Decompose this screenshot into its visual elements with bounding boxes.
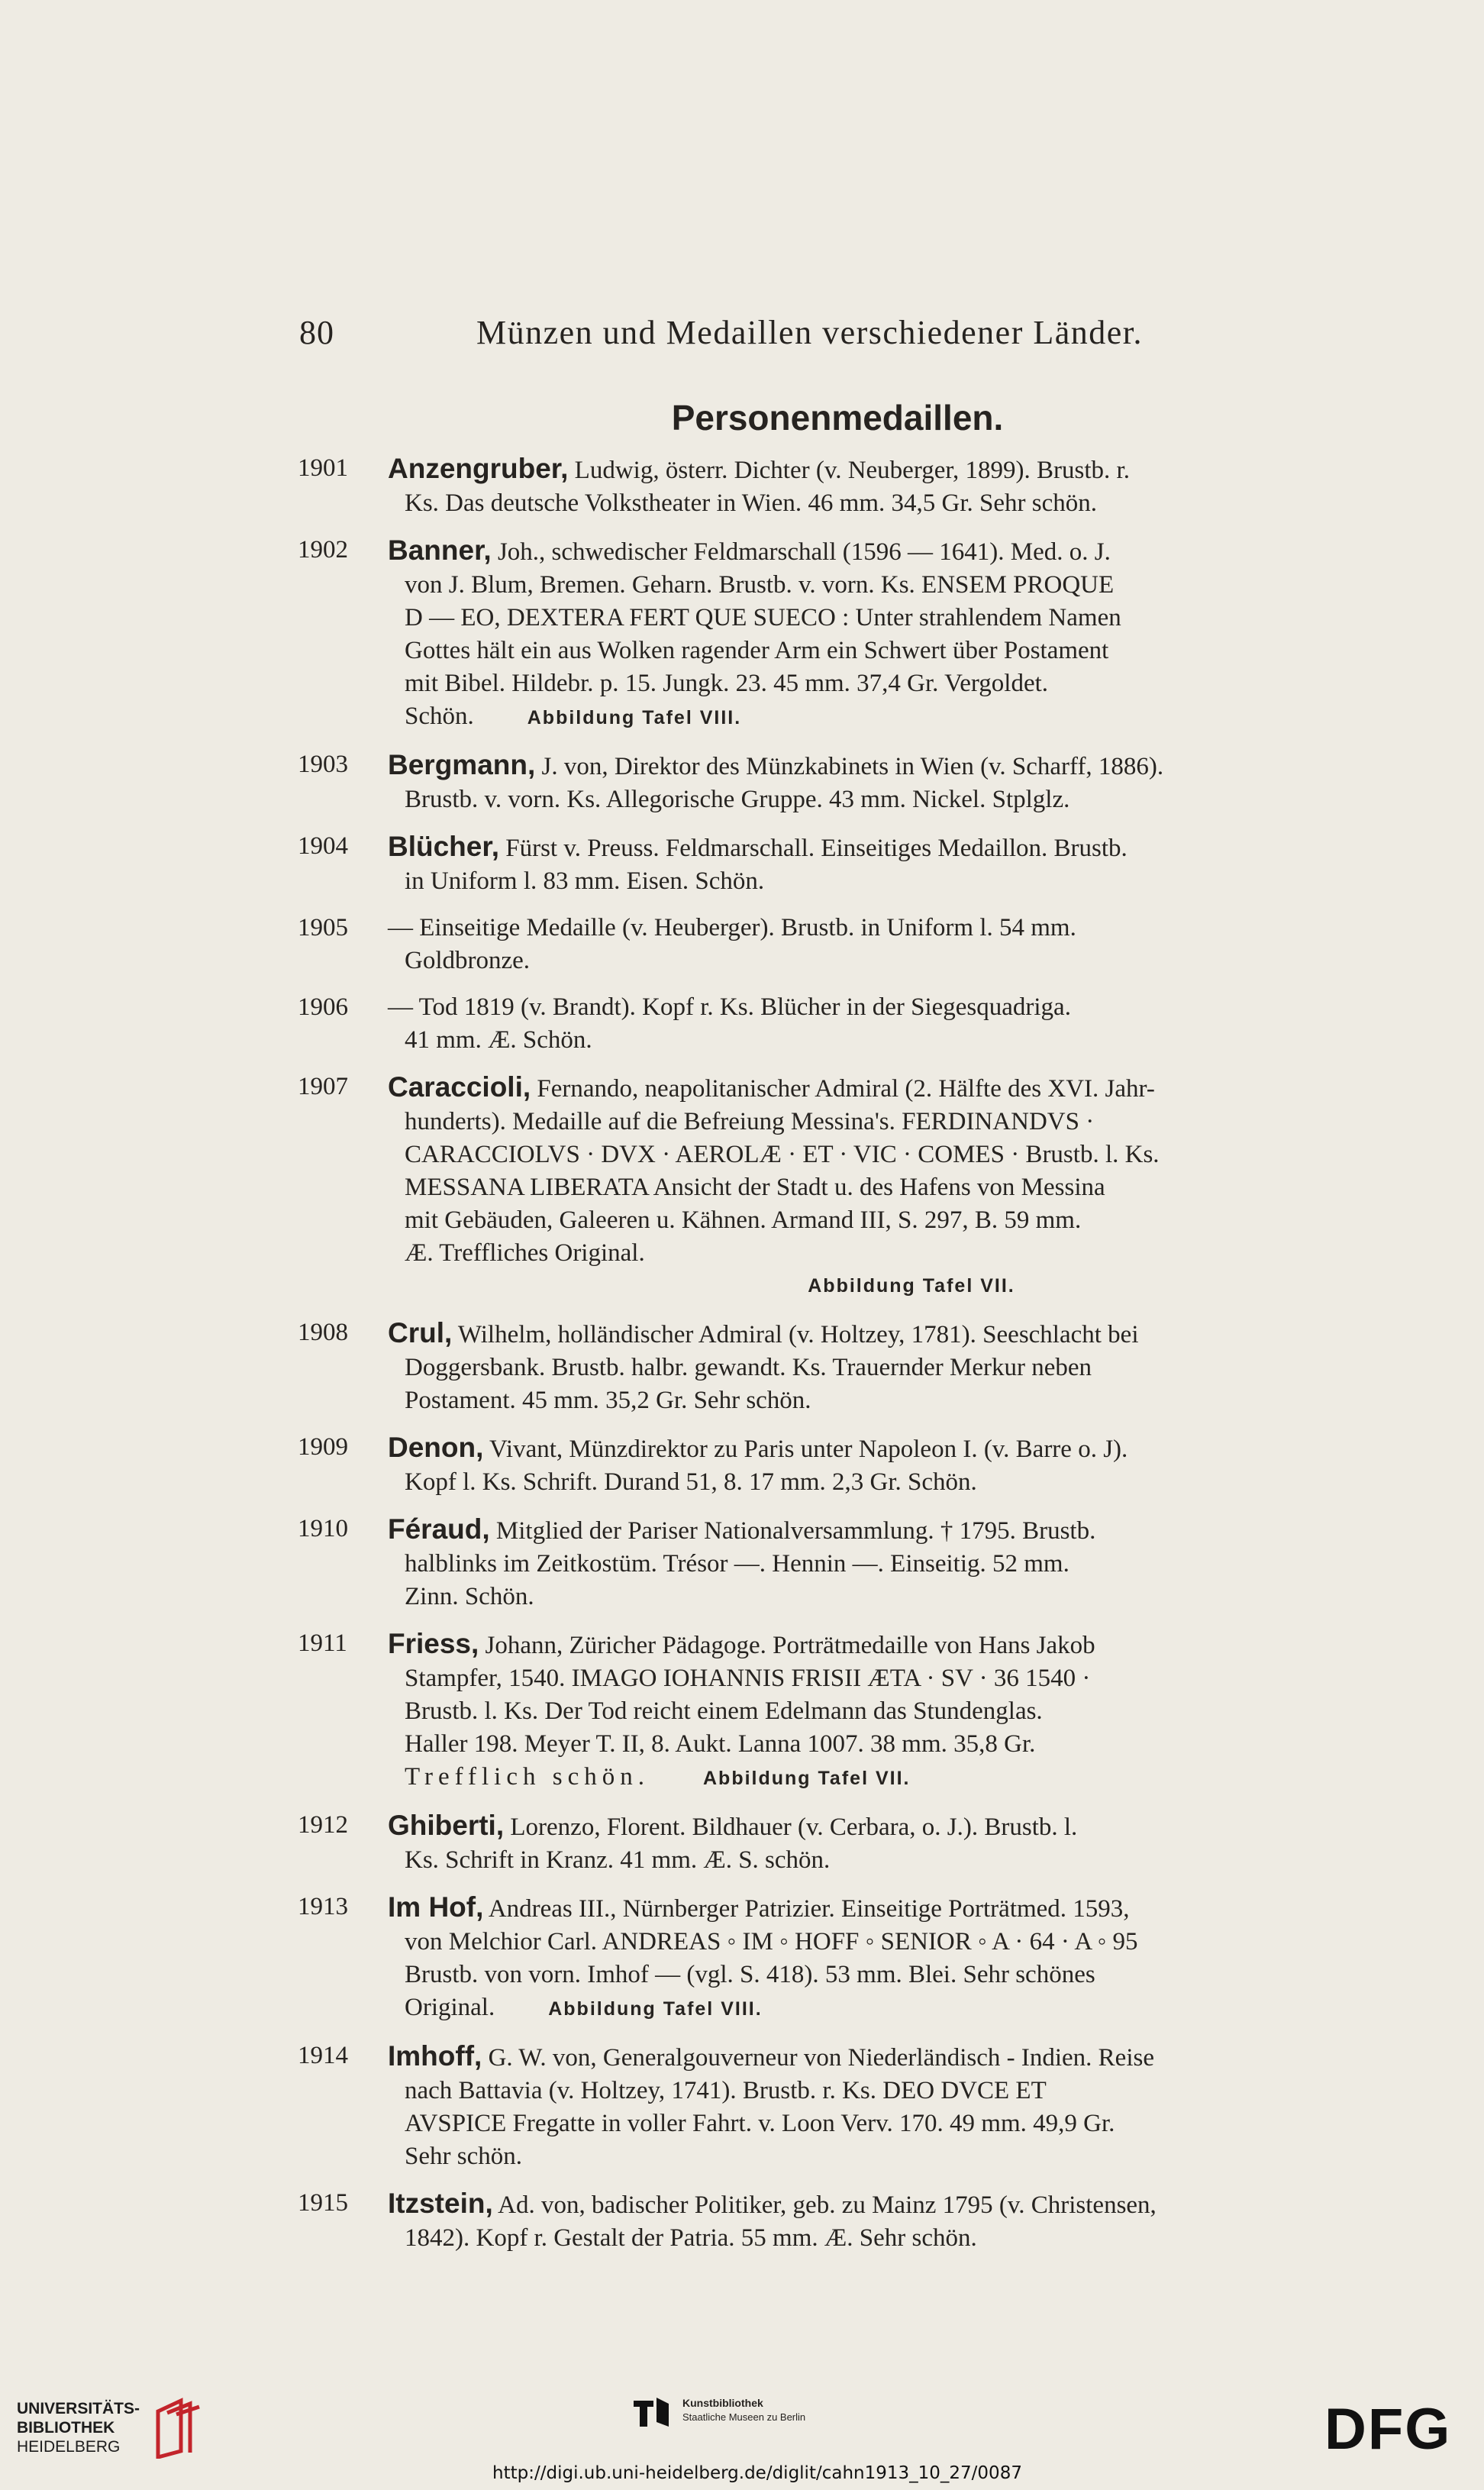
entry-line: [388, 1106, 1382, 1138]
entry-line-text: CARACCIOLVS · DVX · AEROLÆ · ET · VIC · COMES · Brustb. l. Ks.: [405, 1141, 1160, 1168]
entry-line-text: — Tod 1819 (v. Brandt). Kopf r. Ks. Blücher in der Siegesquadriga.: [388, 993, 1071, 1021]
entry-line-text: Postament. 45 mm. 35,2 Gr. Sehr schön.: [405, 1387, 811, 1414]
plate-reference: Abbildung Tafel VIII.: [527, 707, 742, 728]
entry-line-text: 1842). Kopf r. Gestalt der Patria. 55 mm. Æ. Sehr schön.: [405, 2224, 977, 2252]
catalog-entry: [298, 2039, 1382, 2173]
section-heading: Personenmedaillen.: [671, 398, 1004, 438]
entry-line: [388, 2187, 1382, 2222]
entry-line: [388, 2140, 1382, 2173]
entry-text: [388, 830, 1382, 898]
catalog-entry: [298, 1513, 1382, 1613]
entry-line-text: Æ. Treffliches Original.: [405, 1239, 645, 1267]
catalog-entry: [298, 1891, 1382, 2026]
entry-line-text: von J. Blum, Bremen. Geharn. Brustb. v. vorn. Ks. ENSEM PROQUE: [405, 571, 1115, 599]
entry-line-text: Trefflich schön.: [405, 1763, 650, 1791]
entry-line: [388, 635, 1382, 667]
entry-text: [388, 1891, 1382, 2026]
entry-line: [388, 1761, 1382, 1795]
entry-line-text: Sehr schön.: [405, 2143, 522, 2170]
catalog-entries: [298, 452, 1382, 2269]
plate-reference: Abbildung Tafel VIII.: [548, 1998, 763, 2020]
person-name: Blücher,: [388, 831, 499, 862]
entry-line-text: D — EO, DEXTERA FERT QUE SUECO : Unter strahlendem Namen: [405, 604, 1121, 631]
entry-number: 1904: [298, 832, 348, 860]
entry-number: 1903: [298, 751, 348, 778]
entry-line-text: Gottes hält ein aus Wolken ragender Arm ein Schwert über Postament: [405, 637, 1109, 664]
catalog-entry: [298, 1071, 1382, 1303]
entry-line: [388, 912, 1382, 945]
catalog-entry: [298, 534, 1382, 735]
person-name: Bergmann,: [388, 749, 536, 780]
entry-line-text: Ludwig, österr. Dichter (v. Neuberger, 1899). Brustb. r.: [568, 457, 1130, 484]
entry-number: 1901: [298, 454, 348, 482]
entry-line: [388, 991, 1382, 1024]
entry-text: [388, 912, 1382, 977]
person-name: Im Hof,: [388, 1891, 484, 1923]
kunstbibliothek-logo[interactable]: [631, 2393, 875, 2446]
ub-line3: HEIDELBERG: [17, 2438, 121, 2456]
entry-line-text: J. von, Direktor des Münzkabinets in Wien (v. Scharff, 1886).: [535, 753, 1164, 780]
person-name: Ghiberti,: [388, 1810, 505, 1841]
entry-line: [388, 1728, 1382, 1761]
entry-text: [388, 1513, 1382, 1613]
entry-line: [388, 830, 1382, 865]
entry-text: [388, 534, 1382, 735]
entry-line: [388, 1466, 1382, 1499]
entry-line-text: Joh., schwedischer Feldmarschall (1596 — 1641). Med. o. J.: [491, 538, 1111, 566]
entry-line-text: — Einseitige Medaille (v. Heuberger). Brustb. in Uniform l. 54 mm.: [388, 914, 1076, 941]
kb-line1: Kunstbibliothek: [682, 2397, 763, 2409]
person-name: Caraccioli,: [388, 1071, 531, 1103]
entry-line: [388, 569, 1382, 602]
ub-emblem-icon: [150, 2398, 219, 2459]
catalog-entry: [298, 1316, 1382, 1417]
entry-line-text: Mitglied der Pariser Nationalversammlung. † 1795. Brustb.: [489, 1517, 1096, 1545]
entry-line-text: Brustb. l. Ks. Der Tod reicht einem Edelmann das Stundenglas.: [405, 1697, 1043, 1725]
entry-line: [388, 748, 1382, 783]
page-number: 80: [299, 314, 334, 351]
entry-line-text: Kopf l. Ks. Schrift. Durand 51, 8. 17 mm. 2,3 Gr. Schön.: [405, 1468, 977, 1496]
entry-line-text: mit Bibel. Hildebr. p. 15. Jungk. 23. 45 mm. 37,4 Gr. Vergoldet.: [405, 670, 1049, 697]
source-url[interactable]: http://digi.ub.uni-heidelberg.de/diglit/cahn1913_10_27/0087: [492, 2463, 1022, 2483]
catalog-entry: [298, 991, 1382, 1057]
entry-text: [388, 1316, 1382, 1417]
entry-line-text: halblinks im Zeitkostüm. Trésor —. Hennin —. Einseitig. 52 mm.: [405, 1550, 1069, 1578]
page-header: [299, 313, 1223, 367]
entry-line: [388, 487, 1382, 520]
entry-line-text: Ks. Schrift in Kranz. 41 mm. Æ. S. schön.: [405, 1846, 831, 1874]
person-name: Itzstein,: [388, 2188, 493, 2219]
person-name: Crul,: [388, 1317, 453, 1348]
entry-line: [388, 2107, 1382, 2140]
entry-line-text: Haller 198. Meyer T. II, 8. Aukt. Lanna 1007. 38 mm. 35,8 Gr.: [405, 1730, 1036, 1758]
entry-line-text: Goldbronze.: [405, 947, 531, 974]
entry-line-text: Stampfer, 1540. IMAGO IOHANNIS FRISII ÆTA · SV · 36 1540 ·: [405, 1665, 1091, 1692]
catalog-entry: [298, 748, 1382, 816]
entry-line: [388, 1548, 1382, 1581]
entry-line: [388, 1891, 1382, 1926]
entry-line: [388, 1513, 1382, 1548]
entry-number: 1910: [298, 1515, 348, 1542]
entry-line-text: Wilhelm, holländischer Admiral (v. Holtzey, 1781). Seeschlacht bei: [452, 1321, 1139, 1348]
entry-number: 1915: [298, 2189, 348, 2217]
entry-line: [388, 700, 1382, 735]
entry-number: 1908: [298, 1319, 348, 1346]
entry-number: 1907: [298, 1073, 348, 1100]
catalog-entry: [298, 1627, 1382, 1795]
kunstbibliothek-emblem-icon: [631, 2393, 673, 2431]
entry-line-text: Johann, Züricher Pädagoge. Porträtmedaille von Hans Jakob: [479, 1632, 1095, 1659]
entry-number: 1912: [298, 1811, 348, 1839]
entry-line-text: Ad. von, badischer Politiker, geb. zu Mainz 1795 (v. Christensen,: [492, 2191, 1157, 2219]
entry-text: [388, 991, 1382, 1057]
entry-line-text: Schön.: [405, 702, 474, 730]
entry-line: [388, 1171, 1382, 1204]
entry-number: 1913: [298, 1893, 348, 1920]
entry-text: [388, 1431, 1382, 1499]
entry-line: [388, 667, 1382, 700]
entry-line-text: Original.: [405, 1994, 495, 2021]
catalog-entry: [298, 912, 1382, 977]
person-name: Banner,: [388, 534, 492, 566]
person-name: Anzengruber,: [388, 453, 569, 484]
entry-line: [388, 1926, 1382, 1959]
entry-line: [388, 1024, 1382, 1057]
entry-number: 1905: [298, 914, 348, 941]
catalog-entry: [298, 830, 1382, 898]
running-title: Münzen und Medaillen verschiedener Länder.: [476, 314, 1144, 351]
entry-text: [388, 2187, 1382, 2255]
footer: [0, 2382, 1484, 2490]
entry-line-text: Vivant, Münzdirektor zu Paris unter Napoleon I. (v. Barre o. J).: [483, 1436, 1128, 1463]
entry-line: [388, 534, 1382, 569]
person-name: Féraud,: [388, 1513, 490, 1545]
entry-line: [388, 2222, 1382, 2255]
entry-line: [388, 1991, 1382, 2026]
entry-number: 1911: [298, 1629, 347, 1657]
entry-text: [388, 1809, 1382, 1877]
entry-line-text: Brustb. von vorn. Imhof — (vgl. S. 418). 53 mm. Blei. Sehr schönes: [405, 1961, 1095, 1988]
entry-line: [388, 1204, 1382, 1237]
entry-line-text: hunderts). Medaille auf die Befreiung Messina's. FERDINANDVS ·: [405, 1108, 1095, 1135]
entry-line: [388, 1138, 1382, 1171]
entry-line: [388, 2039, 1382, 2075]
entry-line: [388, 602, 1382, 635]
entry-line-text: nach Battavia (v. Holtzey, 1741). Brustb. r. Ks. DEO DVCE ET: [405, 2077, 1047, 2104]
plate-reference: Abbildung Tafel VII.: [808, 1275, 1015, 1297]
person-name: Imhoff,: [388, 2040, 482, 2072]
ub-line1: UNIVERSITÄTS-: [17, 2400, 140, 2417]
entry-line-text: Doggersbank. Brustb. halbr. gewandt. Ks. Trauernder Merkur neben: [405, 1354, 1092, 1381]
entry-line: [388, 1959, 1382, 1991]
entry-line: [388, 1384, 1382, 1417]
entry-text: [388, 748, 1382, 816]
entry-line-text: Fernando, neapolitanischer Admiral (2. Hälfte des XVI. Jahr-: [531, 1075, 1155, 1103]
entry-line: [388, 452, 1382, 487]
entry-line-text: mit Gebäuden, Galeeren u. Kähnen. Armand III, S. 297, B. 59 mm.: [405, 1206, 1082, 1234]
entry-line: [388, 783, 1382, 816]
entry-number: 1906: [298, 993, 348, 1021]
entry-line-text: Zinn. Schön.: [405, 1583, 534, 1610]
entry-text: [388, 1071, 1382, 1303]
ub-line2: BIBLIOTHEK: [17, 2419, 115, 2437]
entry-text: [388, 452, 1382, 520]
entry-line: [388, 1627, 1382, 1662]
entry-line: [388, 1237, 1382, 1270]
entry-text: [388, 1627, 1382, 1795]
entry-line: [388, 865, 1382, 898]
entry-line-text: Andreas III., Nürnberger Patrizier. Einseitige Porträtmed. 1593,: [483, 1895, 1130, 1923]
person-name: Denon,: [388, 1432, 484, 1463]
entry-line: [388, 945, 1382, 977]
dfg-logo[interactable]: DFG: [1324, 2397, 1452, 2462]
entry-line-text: MESSANA LIBERATA Ansicht der Stadt u. des Hafens von Messina: [405, 1174, 1105, 1201]
entry-line: [388, 1581, 1382, 1613]
entry-line-text: Fürst v. Preuss. Feldmarschall. Einseitiges Medaillon. Brustb.: [499, 835, 1128, 862]
entry-number: 1902: [298, 536, 348, 564]
entry-line-text: Ks. Das deutsche Volkstheater in Wien. 46 mm. 34,5 Gr. Sehr schön.: [405, 489, 1097, 517]
ub-heidelberg-logo[interactable]: [17, 2388, 246, 2457]
entry-line-text: Lorenzo, Florent. Bildhauer (v. Cerbara, o. J.). Brustb. l.: [504, 1813, 1078, 1841]
entry-number: 1914: [298, 2042, 348, 2069]
entry-line-text: G. W. von, Generalgouverneur von Niederländisch - Indien. Reise: [482, 2044, 1154, 2072]
entry-line: [388, 1431, 1382, 1466]
person-name: Friess,: [388, 1628, 479, 1659]
entry-number: 1909: [298, 1433, 348, 1461]
entry-line: [388, 1316, 1382, 1352]
kb-line2: Staatliche Museen zu Berlin: [682, 2411, 806, 2423]
entry-line: [388, 1695, 1382, 1728]
catalog-entry: [298, 1431, 1382, 1499]
catalog-entry: [298, 2187, 1382, 2255]
plate-reference: Abbildung Tafel VII.: [703, 1768, 911, 1789]
entry-line: [388, 1071, 1382, 1106]
entry-line-text: Brustb. v. vorn. Ks. Allegorische Gruppe. 43 mm. Nickel. Stplglz.: [405, 786, 1070, 813]
entry-line: [388, 1352, 1382, 1384]
entry-line-text: AVSPICE Fregatte in voller Fahrt. v. Loon Verv. 170. 49 mm. 49,9 Gr.: [405, 2110, 1115, 2137]
catalog-entry: [298, 1809, 1382, 1877]
catalog-entry: [298, 452, 1382, 520]
entry-line: [388, 1809, 1382, 1844]
entry-line-text: von Melchior Carl. ANDREAS ◦ IM ◦ HOFF ◦ SENIOR ◦ A · 64 · A ◦ 95: [405, 1928, 1138, 1956]
entry-line-text: in Uniform l. 83 mm. Eisen. Schön.: [405, 867, 765, 895]
entry-line-text: 41 mm. Æ. Schön.: [405, 1026, 592, 1054]
entry-text: [388, 2039, 1382, 2173]
entry-line: [388, 1844, 1382, 1877]
entry-line: [388, 1662, 1382, 1695]
entry-line: [388, 2075, 1382, 2107]
